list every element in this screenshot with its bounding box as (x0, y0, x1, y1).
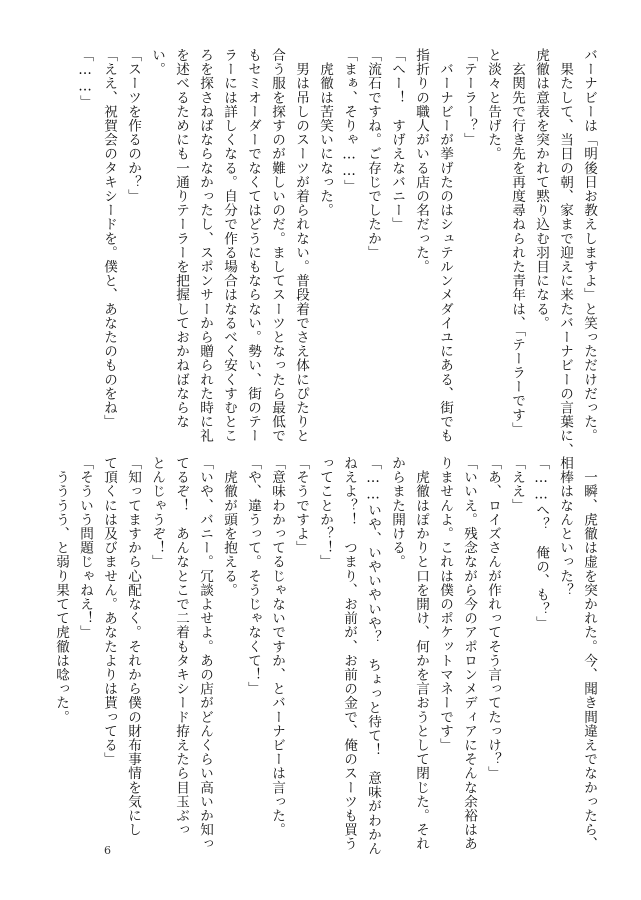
text-line: 虎徹はぽかりと口を開け、何かを言おうとして閉じた。それ (413, 456, 429, 851)
text-line: うううう、と弱り果てて虎徹は唸った。 (53, 456, 69, 724)
text-line: 一瞬、虎徹は虚を突かれた。今、聞き間違えでなかったら、 (581, 456, 597, 851)
text-line: 「……」 (77, 48, 93, 110)
text-line: からまた開ける。 (389, 456, 405, 569)
text-line: 「ええ」 (509, 456, 525, 513)
text-line: 果たして、当日の朝、家まで迎えに来たバーナビーの言葉に、 (557, 48, 573, 457)
upper-text-block (77, 48, 601, 457)
text-line: 相棒はなんといった？ (557, 456, 573, 597)
text-line: 「いや、バニー。冗談よせよ。あの店がどんくらい高いか知っ (197, 456, 213, 851)
text-line: バーナビーが挙げたのはシュテルンメダイユにある、街でも (437, 48, 453, 443)
text-line: ラーには詳しくなる。自分で作る場合はなるべく安くすむとこ (221, 48, 237, 443)
text-line: 「いいえ。残念ながら今のアポロンメディアにそんな余裕はあ (461, 456, 477, 851)
text-line: 「そうですよ」 (293, 456, 309, 555)
text-line: い。 (149, 48, 165, 77)
text-line: とんじゃうぞ！」 (149, 456, 165, 569)
text-line: 「テーラー？」 (461, 48, 477, 147)
text-line: バーナビーは「明後日お教えしますよ」と笑っただけだった。 (581, 48, 597, 443)
text-line: もセミオーダーでなくてはどうにもならない。勢い、街のテー (245, 48, 261, 443)
text-line: 「知ってますから心配なく。それから僕の財布事情を気にし (125, 456, 141, 837)
text-line: と淡々と告げた。 (485, 48, 501, 161)
text-line: ろを探さねばならなかったし、スポンサーから贈られた時に礼 (197, 48, 213, 443)
text-line: 「まぁ、そりゃ……」 (341, 48, 357, 194)
lower-text-block (53, 456, 601, 856)
text-line: 合う服を探すのが難しいのだ。ましてスーツとなったら最低で (269, 48, 285, 443)
text-line: 「……へ？ 俺の、も？」 (533, 456, 549, 630)
text-line: 「へー！ すげえなバニー」 (389, 48, 405, 232)
text-line: 玄関先で行き先を再度尋ねられた青年は、「テーラーです」 (509, 48, 525, 436)
text-line: 「ええ、祝賀会のタキシードを。僕と、あなたのものをね」 (101, 48, 117, 429)
text-line: 虎徹は意表を突かれて黙り込む羽目になる。 (533, 48, 549, 330)
text-line: を述べるためにも一通りテーラーを把握しておかねばならな (173, 48, 189, 429)
text-line: 「や、違うって。そうじゃなくて！」 (245, 456, 261, 696)
page-number: 6 (104, 844, 111, 857)
text-line: 虎徹は苦笑いになった。 (317, 48, 333, 218)
text-line: 指折りの職人がいる店の名だった。 (413, 48, 429, 274)
text-line: ねえよ？！ つまり、お前が、お前の金で、俺のスーツも買う (341, 456, 357, 851)
text-line: 虎徹が頭を抱える。 (221, 456, 237, 597)
text-line: 男は吊しのスーツが着られない。普段着でさえ体にぴたりと (293, 48, 309, 443)
text-line: 「そういう問題じゃねえ！」 (77, 456, 93, 640)
text-line: 「意味わかってるじゃないですか、とバーナビーは言った。 (269, 456, 285, 837)
text-line: 「流石ですね。ご存じでしたか」 (365, 48, 381, 260)
text-line: りませんよ。これは僕のポケットマネーです」 (437, 456, 453, 753)
text-line: て頂くには及びません。あなたよりは貰ってる」 (101, 456, 117, 767)
text-line: 「あ、ロイズさんが作れってそう言ってたっけ？」 (485, 456, 501, 781)
text-line: 「……いや、いやいやいや？ ちょっと待て！ 意味がわかん (365, 456, 381, 856)
text-line: ってことか？！」 (317, 456, 333, 569)
text-line: 「スーツを作るのか？」 (125, 48, 141, 204)
text-line: てるぞ！ あんなとこで二着もタキシード拵えたら目玉ぶっ (173, 456, 189, 837)
